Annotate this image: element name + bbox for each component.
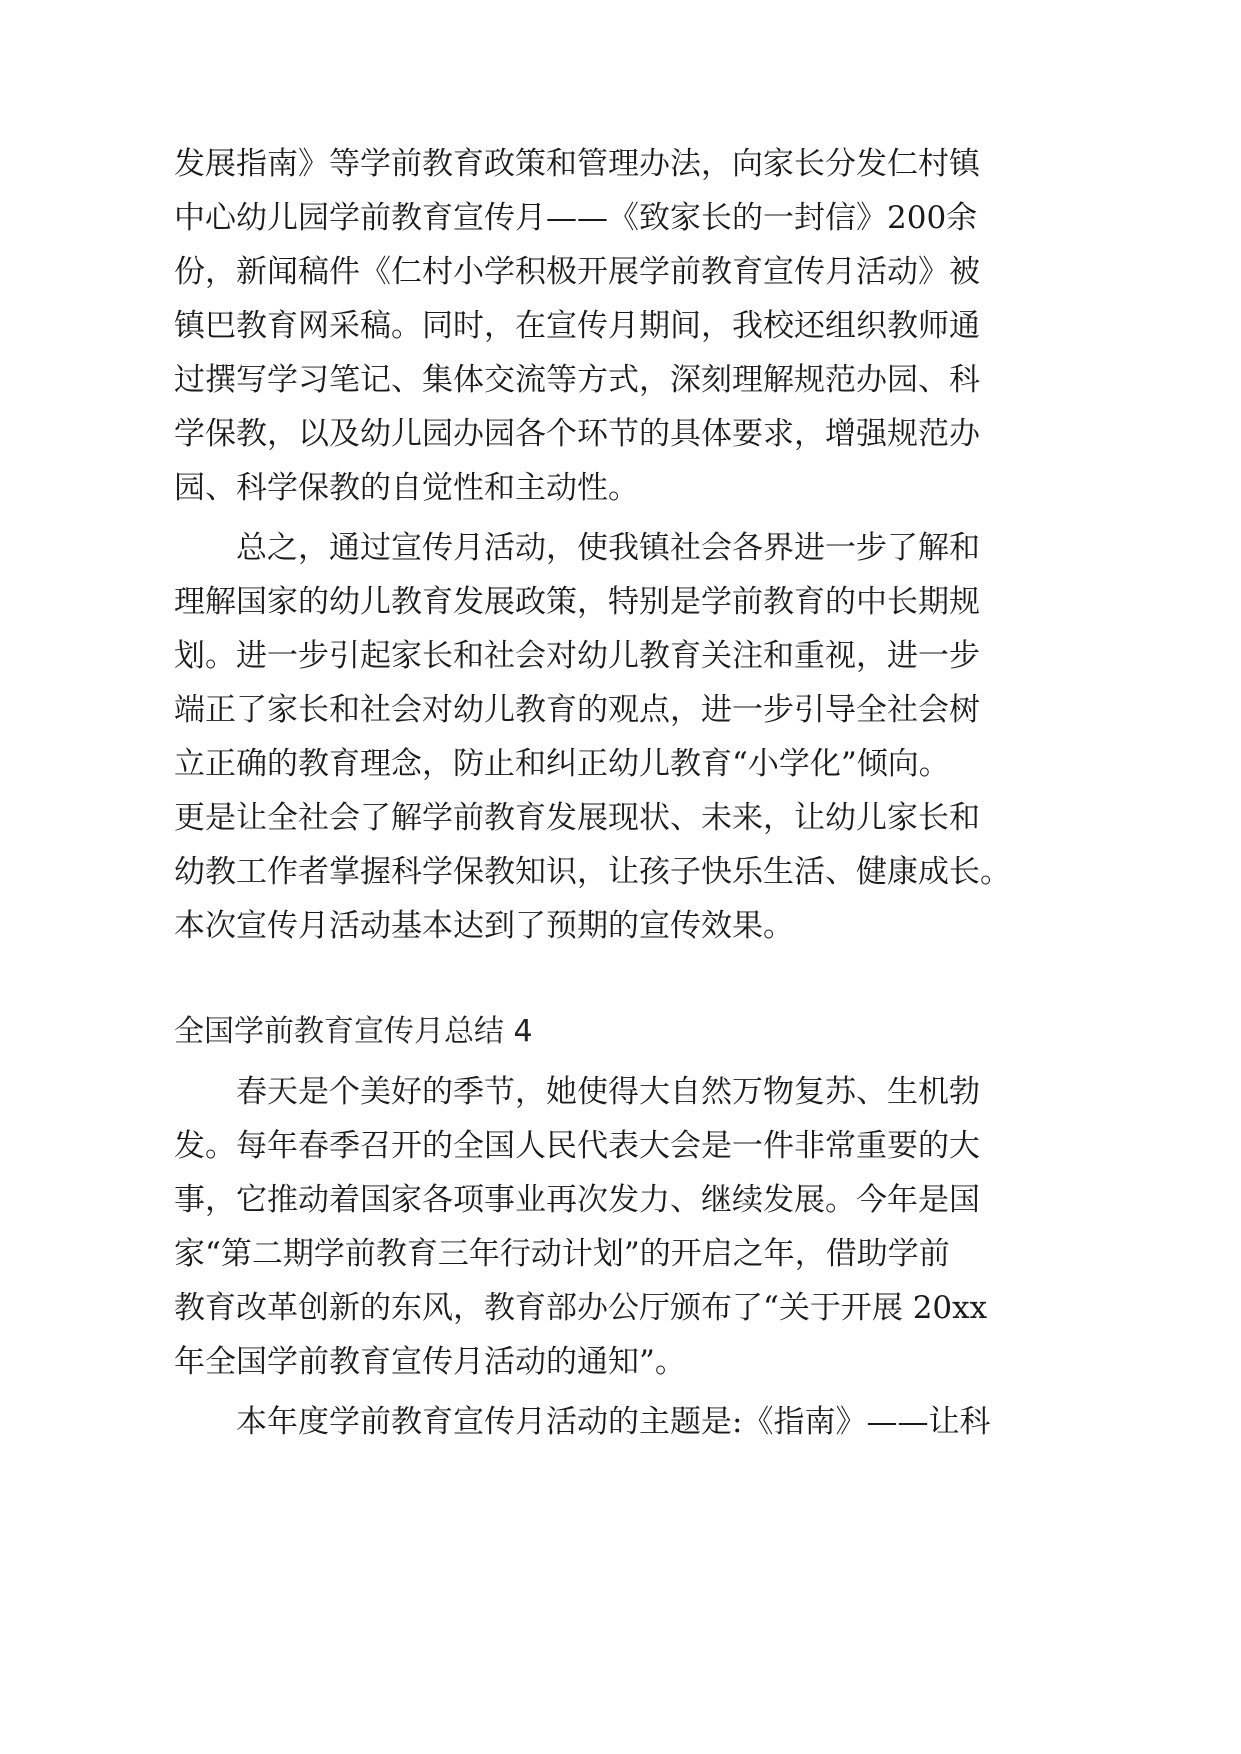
text-line xyxy=(0,246,1241,298)
line-text: 本年度学前教育宣传月活动的主题是:《指南》——让科 xyxy=(236,1404,991,1440)
text-line xyxy=(0,522,1241,574)
text-line xyxy=(0,684,1241,736)
text-line xyxy=(0,408,1241,460)
line-text: 发。每年春季召开的全国人民代表大会是一件非常重要的大 xyxy=(174,1128,980,1164)
text-line xyxy=(0,1282,1241,1334)
text-line xyxy=(0,1174,1241,1226)
text-line xyxy=(0,138,1241,190)
text-line xyxy=(0,630,1241,682)
text-line xyxy=(0,792,1241,844)
text-line xyxy=(0,1396,1241,1448)
text-line xyxy=(0,462,1241,514)
line-text: 划。进一步引起家长和社会对幼儿教育关注和重视，进一步 xyxy=(174,638,980,674)
line-text: 教育改革创新的东风，教育部办公厅颁布了“关于开展 20xx xyxy=(174,1290,988,1326)
section-heading: 全国学前教育宣传月总结 4 xyxy=(174,1014,533,1049)
line-text: 中心幼儿园学前教育宣传月——《致家长的一封信》200余 xyxy=(174,200,978,236)
line-text: 总之，通过宣传月活动，使我镇社会各界进一步了解和 xyxy=(236,530,980,566)
text-line xyxy=(0,1228,1241,1280)
text-line xyxy=(0,300,1241,352)
line-text: 事，它推动着国家各项事业再次发力、继续发展。今年是国 xyxy=(174,1182,980,1218)
text-line xyxy=(0,846,1241,898)
line-text: 份，新闻稿件《仁村小学积极开展学前教育宣传月活动》被 xyxy=(174,254,980,290)
section-heading-line xyxy=(0,1006,1241,1058)
line-text: 镇巴教育网采稿。同时，在宣传月期间，我校还组织教师通 xyxy=(174,308,980,344)
text-line xyxy=(0,738,1241,790)
line-text: 园、科学保教的自觉性和主动性。 xyxy=(174,470,639,506)
line-text: 过撰写学习笔记、集体交流等方式，深刻理解规范办园、科 xyxy=(174,362,980,398)
line-text: 立正确的教育理念，防止和纠正幼儿教育“小学化”倾向。 xyxy=(174,746,950,782)
text-line xyxy=(0,192,1241,244)
line-text: 年全国学前教育宣传月活动的通知”。 xyxy=(174,1344,686,1380)
line-text: 更是让全社会了解学前教育发展现状、未来，让幼儿家长和 xyxy=(174,800,980,836)
line-text: 家“第二期学前教育三年行动计划”的开启之年，借助学前 xyxy=(174,1236,950,1272)
line-text: 学保教，以及幼儿园办园各个环节的具体要求，增强规范办 xyxy=(174,416,980,452)
line-text: 理解国家的幼儿教育发展政策，特别是学前教育的中长期规 xyxy=(174,584,980,620)
line-text: 本次宣传月活动基本达到了预期的宣传效果。 xyxy=(174,908,794,944)
line-text: 发展指南》等学前教育政策和管理办法，向家长分发仁村镇 xyxy=(174,146,980,182)
text-line xyxy=(0,1066,1241,1118)
text-line xyxy=(0,576,1241,628)
text-line xyxy=(0,1120,1241,1172)
text-line xyxy=(0,354,1241,406)
line-text: 端正了家长和社会对幼儿教育的观点，进一步引导全社会树 xyxy=(174,692,980,728)
text-line xyxy=(0,1336,1241,1388)
line-text: 春天是个美好的季节，她使得大自然万物复苏、生机勃 xyxy=(236,1074,980,1110)
line-text: 幼教工作者掌握科学保教知识，让孩子快乐生活、健康成长。 xyxy=(174,854,1011,890)
text-line xyxy=(0,900,1241,952)
